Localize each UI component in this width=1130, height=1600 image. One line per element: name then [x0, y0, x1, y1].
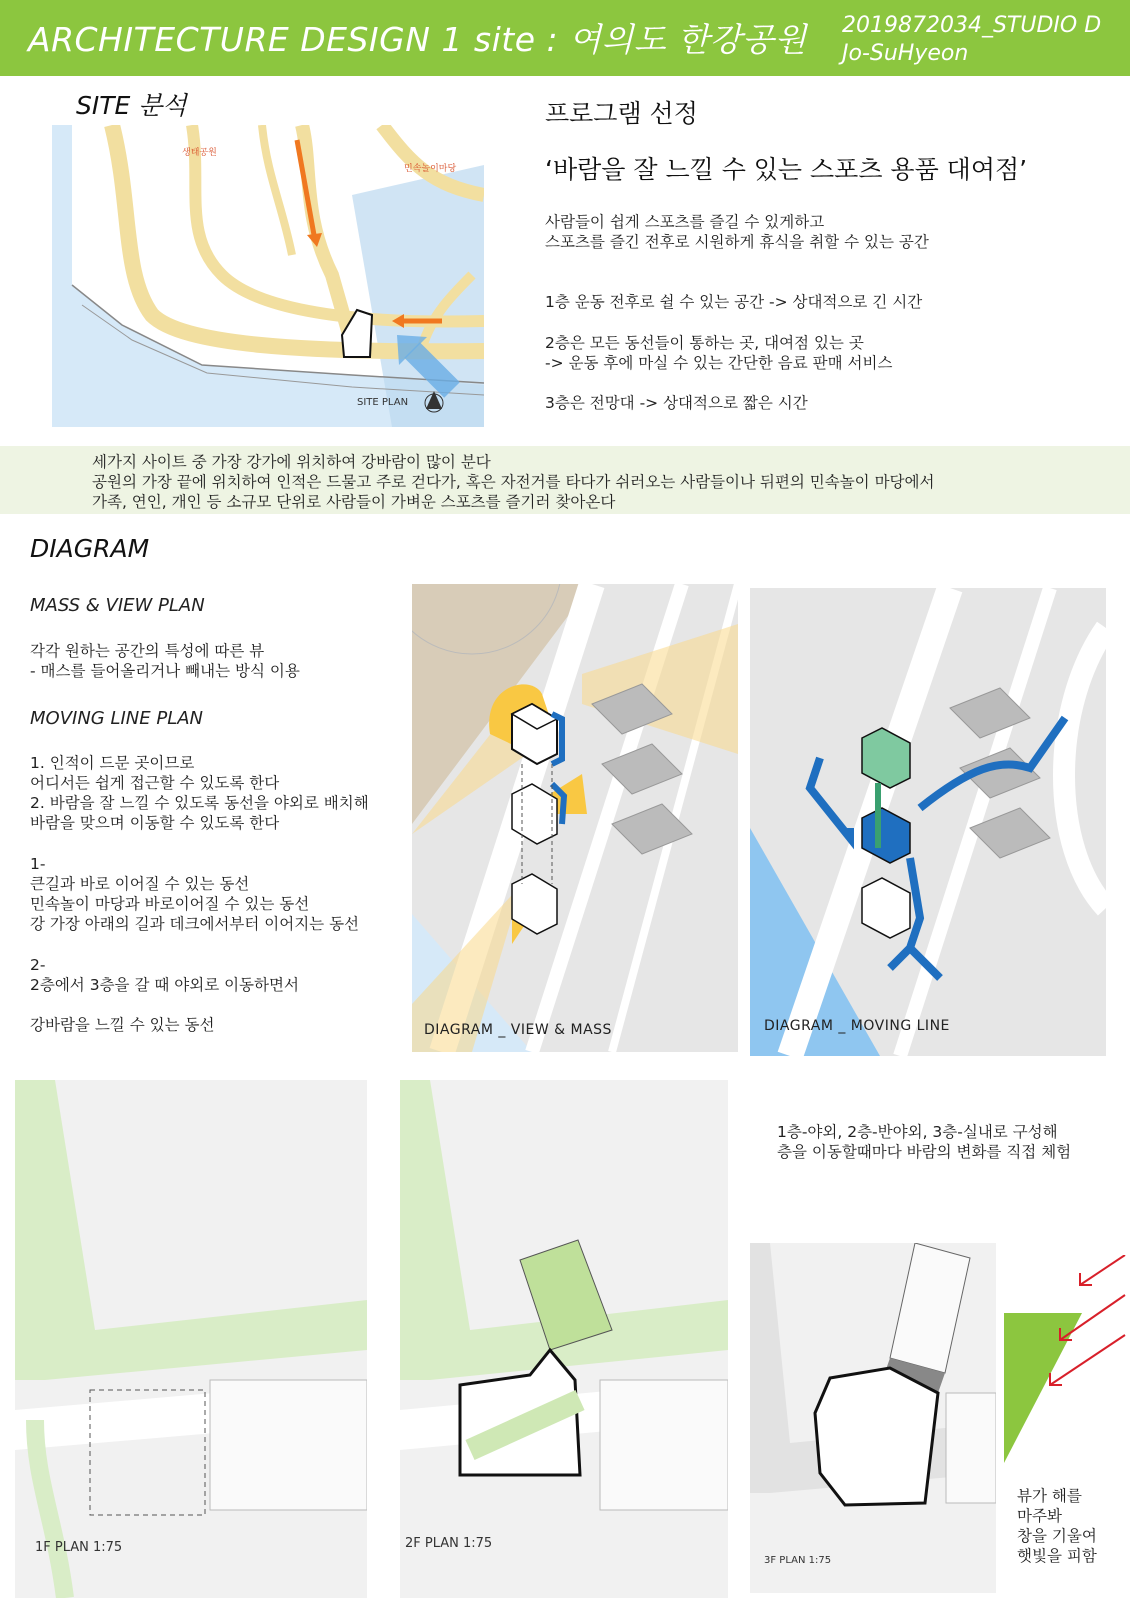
floor-plan-3f	[750, 1243, 996, 1593]
moving-line-part2: 2- 2층에서 3층을 갈 때 야외로 이동하면서 강바람을 느낄 수 있는 동선	[30, 956, 299, 1034]
page-title: ARCHITECTURE DESIGN 1 site : 여의도 한강공원	[28, 20, 807, 59]
moving-line-text: 1. 인적이 드문 곳이므로 어디서든 쉽게 접근할 수 있도록 한다 2. 바람을 잘 느낄 수 있도록 동선을 야외로 배치해 바람을 맞으며 이동할 수 있도록 한다	[30, 754, 369, 832]
page-header	[0, 0, 1130, 76]
moving-line-part1: 1- 큰길과 바로 이어질 수 있는 동선 민속놀이 마당과 바로이어질 수 있는 동선 강 가장 아래의 길과 데크에서부터 이어지는 동선	[30, 855, 360, 933]
sun-note: 뷰가 해를 마주봐 창을 기울여 햇빛을 피함	[1017, 1487, 1097, 1565]
mass-view-heading: MASS & VIEW PLAN	[30, 595, 205, 616]
program-heading: 프로그램 선정	[545, 99, 698, 128]
floor-plan-2f	[400, 1080, 728, 1598]
moving-line-heading: MOVING LINE PLAN	[30, 708, 204, 729]
student-name: Jo-SuHyeon	[842, 41, 969, 66]
plan-layout-note: 1층-야외, 2층-반야외, 3층-실내로 구성해 층을 이동할때마다 바람의 변화를 직접 체험	[777, 1123, 1072, 1161]
diagram-view-mass	[412, 584, 738, 1052]
plan-2f-caption: 2F PLAN 1:75	[405, 1536, 493, 1551]
plan-1f-caption: 1F PLAN 1:75	[35, 1540, 123, 1555]
program-floor1: 1층 운동 전후로 쉴 수 있는 공간 -> 상대적으로 긴 시간	[545, 293, 923, 311]
map-label-park: 생태공원	[182, 148, 217, 158]
site-summary-band	[0, 446, 1130, 514]
diagram-view-caption: DIAGRAM _ VIEW & MASS	[424, 1022, 612, 1038]
floor-plan-1f	[15, 1080, 367, 1598]
site-plan-map	[52, 125, 484, 427]
student-id: 2019872034_STUDIO D	[842, 13, 1102, 38]
diagram-moving-line	[750, 588, 1106, 1056]
program-floor3: 3층은 전망대 -> 상대적으로 짧은 시간	[545, 394, 808, 412]
plan-3f-caption: 3F PLAN 1:75	[764, 1555, 832, 1566]
site-summary-text: 세가지 사이트 중 가장 강가에 위치하여 강바람이 많이 분다 공원의 가장 끝에 위치하여 인적은 드물고 주로 걷다가, 혹은 자전거를 타다가 쉬러오는 사람들이나 뒤편의 민속놀이 마당에서 가족, 연인, 개인 등 소규모 단위로 사람들이 가벼운 스포츠를 즐기러 찾아온다	[92, 453, 935, 511]
site-plan-caption: SITE PLAN	[357, 397, 409, 408]
mass-view-text: 각각 원하는 공간의 특성에 따른 뷰 - 매스를 들어올리거나 빼내는 방식 이용	[30, 642, 300, 680]
program-description: 사람들이 쉽게 스포츠를 즐길 수 있게하고 스포츠를 즐긴 전후로 시원하게 휴식을 취할 수 있는 공간	[545, 213, 929, 251]
program-floor2: 2층은 모든 동선들이 통하는 곳, 대여점 있는 곳 -> 운동 후에 마실 수 있는 간단한 음료 판매 서비스	[545, 334, 893, 372]
map-label-madang: 민속놀이마당	[404, 164, 457, 174]
program-concept: ‘바람을 잘 느낄 수 있는 스포츠 용품 대여점’	[545, 155, 1028, 184]
wind-arrows	[1040, 1255, 1130, 1405]
student-info	[842, 12, 1101, 68]
site-heading: SITE 분석	[76, 91, 187, 120]
diagram-moving-caption: DIAGRAM _ MOVING LINE	[764, 1018, 950, 1034]
diagram-heading: DIAGRAM	[30, 534, 150, 563]
